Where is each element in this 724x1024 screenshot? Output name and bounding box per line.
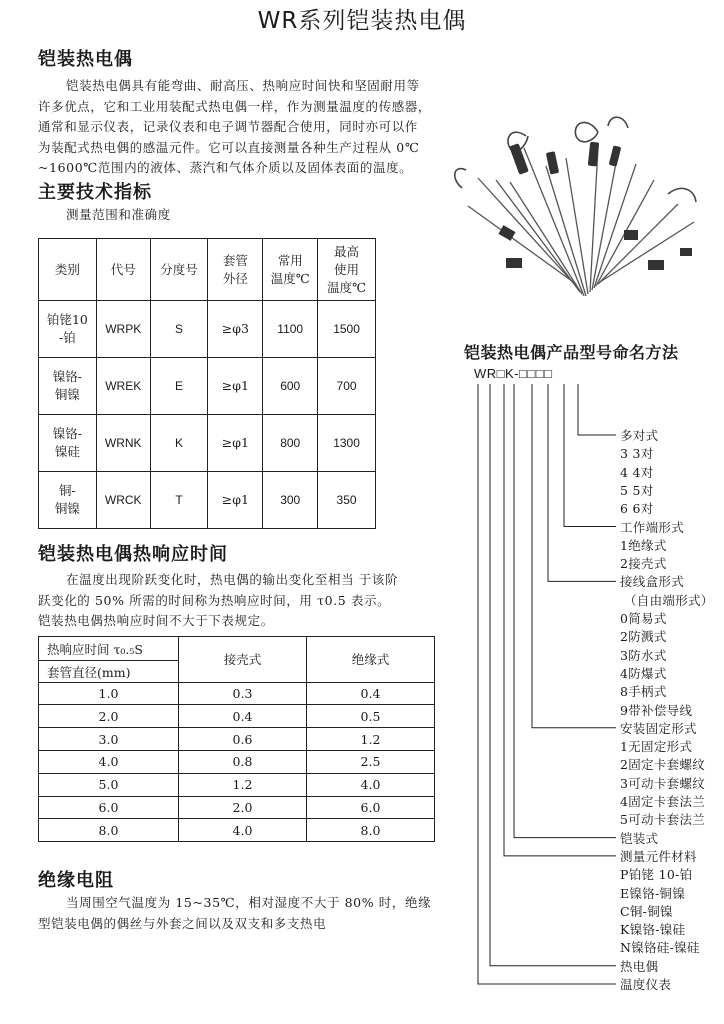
resp-cell: 0.5 — [307, 705, 435, 728]
resp-cell: 5.0 — [39, 773, 179, 796]
legend-item: 0简易式 — [620, 611, 667, 626]
spec-cell: WRPK — [96, 301, 150, 358]
legend-item: K镍铬-镍硅 — [620, 922, 686, 938]
legend-item: 1绝缘式 — [620, 537, 667, 553]
spec-cell: WRNK — [96, 415, 150, 472]
spec-cell: E — [150, 358, 208, 415]
sheath-diameter-label: 套管直径(mm) — [47, 665, 131, 680]
legend-item: 8手柄式 — [620, 684, 667, 700]
spec-cell: 1500 — [318, 301, 376, 358]
resp-cell: 4.0 — [307, 773, 435, 796]
tree-branch-line — [564, 384, 616, 527]
resp-cell: 4.0 — [179, 819, 307, 842]
legend-item: 测量元件材料 — [620, 848, 697, 864]
legend-item: C铜-铜镍 — [620, 903, 673, 919]
spec-cell: 镍铬- 镍硅 — [39, 415, 97, 472]
spec-cell: 600 — [263, 358, 318, 415]
legend-item: 6 6对 — [620, 501, 654, 517]
spec-cell: 镍铬- 铜镍 — [39, 358, 97, 415]
resp-cell: 6.0 — [307, 796, 435, 819]
spec-col-header: 代号 — [96, 239, 150, 301]
legend-item: 热电偶 — [620, 958, 659, 974]
legend-item: 4固定卡套法兰 — [620, 794, 706, 809]
response-line: 在温度出现阶跃变化时，热电偶的输出变化至相当 于该阶 — [66, 572, 399, 587]
resp-cell: 0.4 — [179, 705, 307, 728]
section-heading-armored-thermocouple: 铠装热电偶 — [38, 49, 133, 70]
resp-cell: 0.4 — [307, 682, 435, 705]
intro-line: 许多优点，它和工业用装配式热电偶一样，作为测量温度的传感器， — [38, 98, 432, 114]
spec-col-header: 套管 外径 — [208, 239, 263, 301]
legend-item: 5 5对 — [620, 482, 654, 498]
spec-cell: ≥φ1 — [208, 358, 263, 415]
legend-item: 3 3对 — [620, 446, 654, 462]
spec-cell: ≥φ1 — [208, 472, 263, 529]
spec-cell: K — [150, 415, 208, 472]
legend-item: 5可动卡套法兰 — [620, 812, 706, 828]
spec-cell: S — [150, 301, 208, 358]
tree-branch-line — [532, 384, 616, 728]
spec-cell: 铜- 铜镍 — [39, 472, 97, 529]
legend-item: 2防溅式 — [620, 629, 667, 645]
model-code: WR□K-□□□□ — [474, 366, 553, 381]
legend-item: 4防爆式 — [620, 665, 667, 681]
grounded-col-header: 接壳式 — [179, 637, 307, 683]
spec-cell: 铂铑10 -铂 — [39, 301, 97, 358]
section-heading-main-specs: 主要技术指标 — [38, 182, 152, 203]
response-time-label: 热响应时间 τ₀.₅S — [47, 642, 143, 657]
intro-line: 为装配式热电偶的感温元件。它可以直接测量各种生产过程从 0℃ — [38, 139, 420, 155]
table-caption-range-accuracy: 测量范围和准确度 — [66, 207, 171, 222]
tree-branch-line — [578, 384, 616, 435]
resp-cell: 0.8 — [179, 750, 307, 773]
tree-branch-line — [548, 384, 616, 581]
tree-branch-line — [478, 384, 616, 984]
legend-item: 3可动卡套螺纹 — [620, 775, 706, 791]
legend-item: 4 4对 — [620, 464, 654, 480]
tree-branch-line — [514, 384, 616, 838]
resp-cell: 0.3 — [179, 682, 307, 705]
legend-item: E镍铬-铜镍 — [620, 885, 686, 901]
legend-item: 9带补偿导线 — [620, 702, 693, 718]
legend-item: 接线盒形式 — [620, 574, 685, 590]
spec-cell: 350 — [318, 472, 376, 529]
legend-item: 2固定卡套螺纹 — [620, 757, 706, 773]
response-line: 铠装热电偶热响应时间不大于下表规定。 — [38, 613, 274, 628]
spec-cell: WRCK — [96, 472, 150, 529]
section-heading-response-time: 铠装热电偶热响应时间 — [38, 544, 228, 565]
legend-item: 多对式 — [620, 428, 659, 443]
page-title: WR系列铠装热电偶 — [257, 8, 467, 34]
spec-cell: ≥φ1 — [208, 415, 263, 472]
spec-cell: 300 — [263, 472, 318, 529]
spec-cell: 700 — [318, 358, 376, 415]
legend-item: 铠装式 — [620, 830, 659, 846]
resp-cell: 4.0 — [39, 750, 179, 773]
resp-cell: 2.5 — [307, 750, 435, 773]
resp-cell: 8.0 — [39, 819, 179, 842]
intro-line: ~1600℃范围内的液体、蒸汽和气体介质以及固体表面的温度。 — [38, 160, 413, 175]
legend-item: P铂铑 10-铂 — [620, 867, 693, 883]
spec-col-header: 常用 温度℃ — [263, 239, 318, 301]
spec-cell: ≥φ3 — [208, 301, 263, 358]
resp-cell: 1.2 — [307, 728, 435, 751]
insulation-line: 当周围空气温度为 15~35℃，相对湿度不大于 80% 时，绝缘 — [66, 895, 432, 910]
tree-branch-line — [490, 384, 616, 966]
resp-cell: 1.0 — [39, 682, 179, 705]
legend-item: N镍铬硅-镍硅 — [620, 940, 700, 956]
spec-col-header: 最高 使用 温度℃ — [318, 239, 376, 301]
resp-cell: 6.0 — [39, 796, 179, 819]
intro-line: 铠装热电偶具有能弯曲、耐高压、热响应时间快和坚固耐用等 — [66, 78, 420, 93]
legend-item: 安装固定形式 — [620, 720, 697, 736]
intro-line: 通常和显示仪表，记录仪表和电子调节器配合使用，同时亦可以作 — [38, 119, 418, 134]
section-heading-insulation-resistance: 绝缘电阻 — [38, 870, 114, 891]
response-line: 跃变化的 50% 所需的时间称为热响应时间，用 τ0.5 表示。 — [38, 592, 391, 608]
legend-item: 2接壳式 — [620, 556, 667, 572]
spec-col-header: 类别 — [39, 239, 97, 301]
legend-item: 工作端形式 — [620, 519, 685, 535]
spec-cell: 1100 — [263, 301, 318, 358]
spec-cell: 1300 — [318, 415, 376, 472]
resp-cell: 1.2 — [179, 773, 307, 796]
insulated-col-header: 绝缘式 — [307, 637, 435, 683]
resp-cell: 0.6 — [179, 728, 307, 751]
legend-item: 温度仪表 — [620, 977, 672, 992]
spec-cell: T — [150, 472, 208, 529]
legend-item: 1无固定形式 — [620, 739, 693, 755]
resp-cell: 3.0 — [39, 728, 179, 751]
resp-cell: 2.0 — [39, 705, 179, 728]
spec-col-header: 分度号 — [150, 239, 208, 301]
resp-cell: 8.0 — [307, 819, 435, 842]
tree-branch-line — [504, 384, 616, 856]
resp-cell: 2.0 — [179, 796, 307, 819]
insulation-line: 型铠装电偶的偶丝与外套之间以及双支和多支热电 — [38, 915, 327, 931]
legend-item: （自由端形式） — [624, 592, 714, 608]
legend-item: 3防水式 — [620, 647, 667, 663]
spec-cell: WREK — [96, 358, 150, 415]
naming-method-title: 铠装热电偶产品型号命名方法 — [464, 343, 679, 362]
spec-cell: 800 — [263, 415, 318, 472]
